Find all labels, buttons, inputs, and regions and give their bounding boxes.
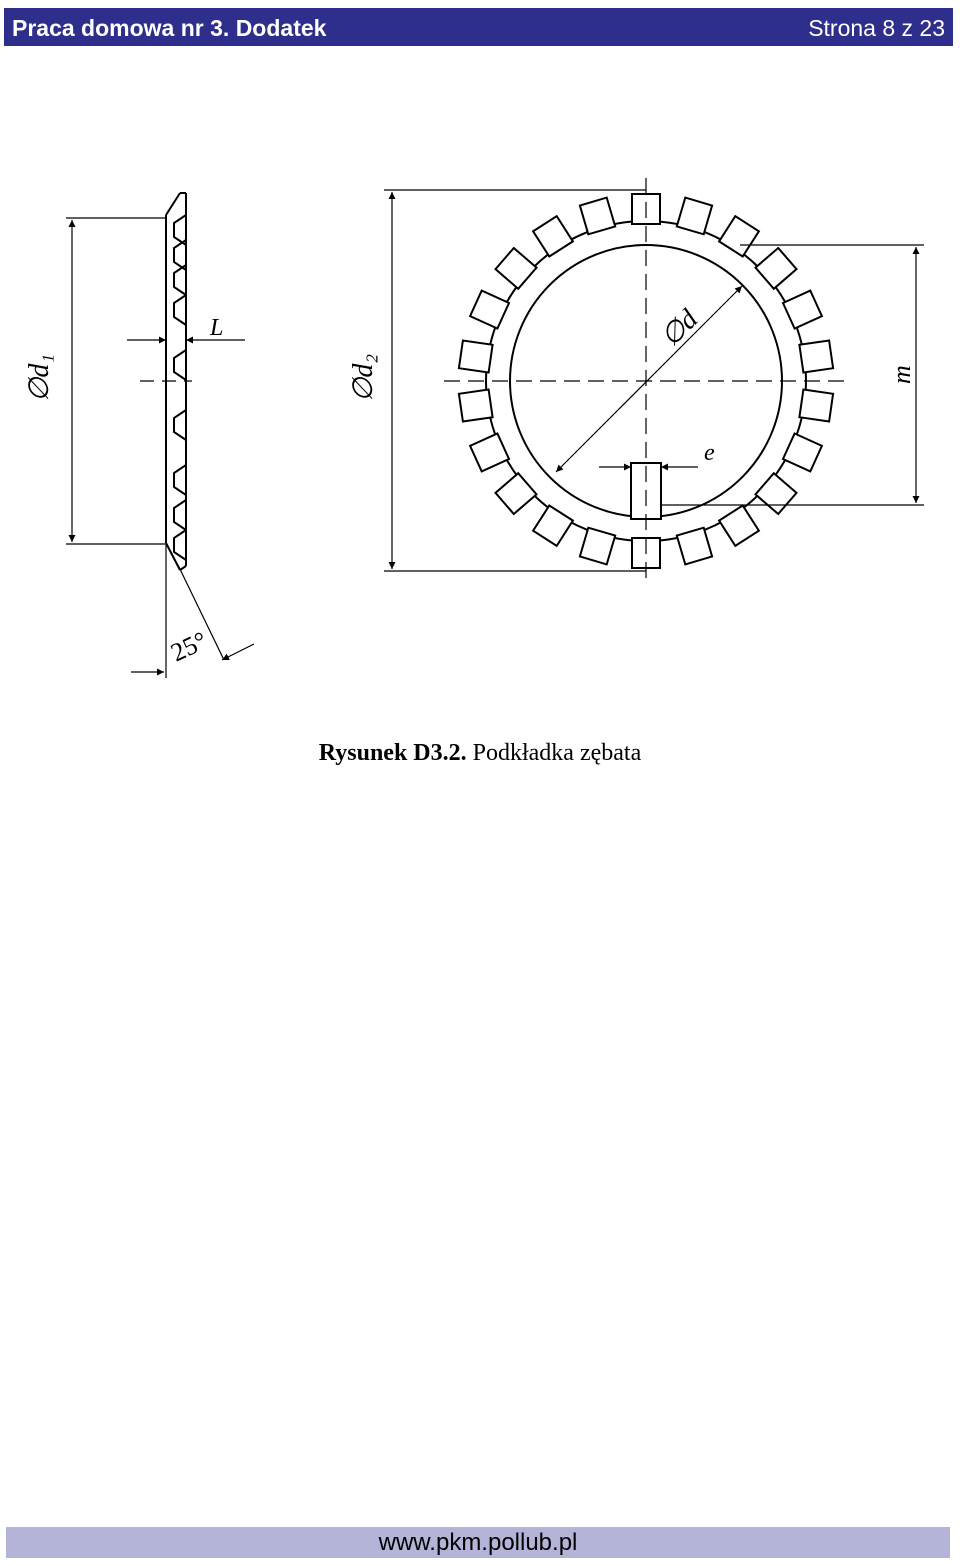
footer-url: www.pkm.pollub.pl bbox=[378, 1529, 578, 1556]
label-d2: ∅d₂ bbox=[348, 353, 379, 402]
side-tooth bbox=[174, 500, 186, 530]
tooth bbox=[756, 473, 797, 514]
tooth bbox=[496, 248, 537, 289]
side-tooth bbox=[174, 465, 186, 495]
label-d: ∅d bbox=[655, 303, 705, 353]
label-m: m bbox=[887, 365, 916, 384]
figure-caption bbox=[0, 740, 960, 767]
tooth bbox=[677, 198, 712, 235]
tooth bbox=[459, 390, 493, 422]
label-e: e bbox=[704, 440, 715, 466]
tooth bbox=[783, 434, 822, 472]
tooth bbox=[783, 291, 822, 329]
side-tooth bbox=[174, 410, 186, 440]
figure-number: Rysunek D3.2. bbox=[318, 740, 467, 766]
tooth bbox=[580, 198, 615, 235]
side-tooth bbox=[174, 350, 186, 380]
tooth bbox=[470, 434, 509, 472]
page-footer bbox=[6, 1527, 950, 1558]
tooth bbox=[533, 506, 573, 546]
label-d1: ∅d₁ bbox=[24, 353, 55, 402]
label-L: L bbox=[210, 315, 224, 341]
figure-title: Podkładka zębata bbox=[472, 740, 642, 766]
side-tooth bbox=[174, 295, 186, 325]
tooth bbox=[496, 473, 537, 514]
document-title: Praca domowa nr 3. Dodatek bbox=[12, 15, 327, 41]
front-view bbox=[384, 178, 924, 584]
side-tooth bbox=[174, 530, 186, 560]
side-view bbox=[66, 193, 254, 678]
label-angle: 25° bbox=[166, 625, 212, 668]
tooth bbox=[470, 291, 509, 329]
tooth bbox=[533, 216, 573, 256]
tooth bbox=[459, 341, 493, 373]
tooth bbox=[580, 528, 615, 565]
side-teeth bbox=[174, 215, 186, 560]
page-number: Strona 8 z 23 bbox=[808, 15, 945, 41]
tooth bbox=[677, 528, 712, 565]
tooth bbox=[719, 216, 759, 256]
tooth bbox=[799, 341, 833, 373]
tooth bbox=[756, 248, 797, 289]
tooth bbox=[719, 506, 759, 546]
tooth bbox=[799, 390, 833, 422]
